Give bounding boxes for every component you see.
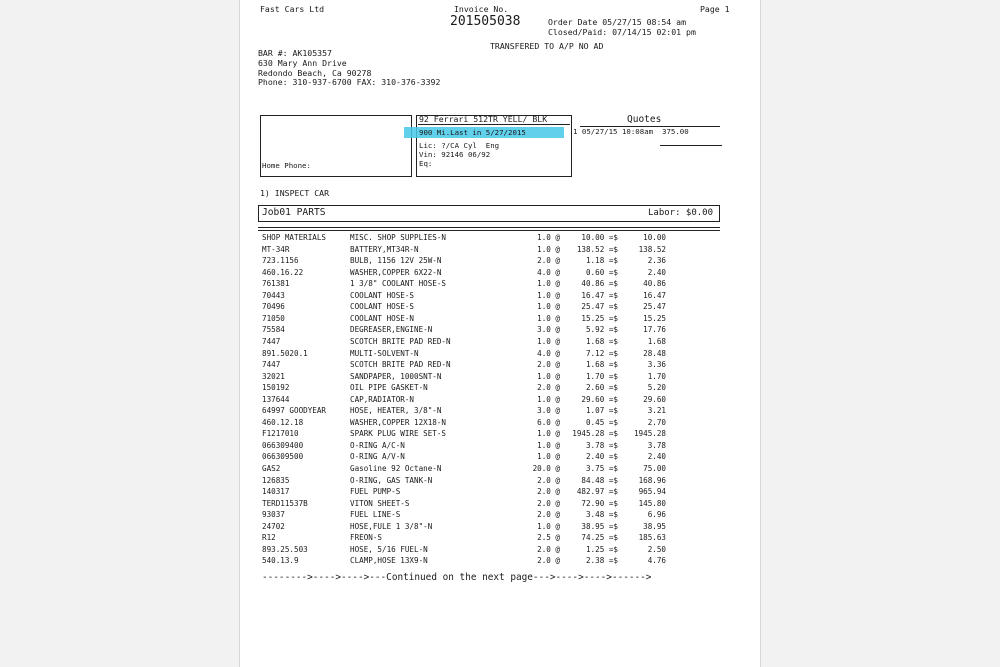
part-unit-price: 3.75 =$ [585,464,618,473]
part-quantity: 3.0 @ [537,325,560,335]
part-total: 1.68 [647,336,666,346]
part-description: SCOTCH BRITE PAD RED-N [350,336,451,346]
part-description: COOLANT HOSE-S [350,302,415,312]
part-code: 140317 [262,487,290,497]
part-unit-price: 3.48 =$ [585,510,618,520]
vehicle-license: Lic: ?/CA Cyl Eng [419,141,500,150]
table-row [240,555,760,566]
part-quantity: 3.0 @ [537,406,560,416]
part-code: 71050 [262,313,285,323]
part-quantity: 1.0 @ [537,313,560,323]
part-quantity: 2.0 @ [537,556,560,566]
part-total: 17.76 [643,325,666,335]
part-total: 168.96 [638,475,666,485]
part-total: 10.00 [643,233,666,242]
table-row [240,521,760,532]
part-quantity: 2.0 @ [537,256,560,266]
part-total: 15.25 [643,313,666,323]
part-quantity: 2.0 @ [537,383,560,393]
table-row [240,463,760,474]
invoice-label: Invoice No. [454,4,509,14]
part-total: 3.78 [647,440,666,450]
part-code: 460.16.22 [262,267,304,277]
part-description: O-RING A/C-N [350,440,405,450]
part-total: 1.70 [647,371,666,381]
part-code: 32021 [262,371,285,381]
part-description: OIL PIPE GASKET-N [350,383,428,393]
part-description: VITON SHEET-S [350,498,410,508]
part-total: 3.21 [647,406,666,416]
table-row [240,486,760,497]
part-quantity: 4.0 @ [537,267,560,277]
part-quantity: 20.0 @ [532,464,560,473]
part-unit-price: 1945.28 =$ [572,429,618,439]
table-row [240,417,760,428]
part-total: 40.86 [643,279,666,289]
part-unit-price: 16.47 =$ [581,290,618,300]
part-total: 29.60 [643,394,666,404]
table-row [240,532,760,543]
part-description: HOSE,FULE 1 3/8"-N [350,521,433,531]
table-row [240,498,760,509]
part-quantity: 2.0 @ [537,544,560,554]
part-description: SPARK PLUG WIRE SET-S [350,429,447,439]
part-unit-price: 15.25 =$ [581,313,618,323]
part-quantity: 1.0 @ [537,452,560,462]
part-unit-price: 1.70 =$ [585,371,618,381]
part-code: 893.25.503 [262,544,308,554]
part-unit-price: 7.12 =$ [585,348,618,358]
part-description: FUEL LINE-S [350,510,401,520]
part-unit-price: 1.18 =$ [585,256,618,266]
part-unit-price: 74.25 =$ [581,533,618,543]
part-code: 761381 [262,279,290,289]
invoice-number: 201505038 [450,14,521,29]
part-code: 24702 [262,521,285,531]
part-description: WASHER,COPPER 6X22-N [350,267,442,277]
part-code: MT-34R [262,244,290,254]
part-description: SCOTCH BRITE PAD RED-N [350,360,451,370]
invoice-page [240,0,760,667]
table-row [240,278,760,289]
part-description: O-RING A/V-N [350,452,405,462]
task-line: 1) INSPECT CAR [260,188,330,198]
part-code: 93037 [262,510,285,520]
part-total: 16.47 [643,290,666,300]
part-description: CLAMP,HOSE 13X9-N [350,556,428,566]
part-description: MISC. SHOP SUPPLIES-N [350,233,447,242]
part-total: 38.95 [643,521,666,531]
job-labor: Labor: $0.00 [648,208,714,218]
part-unit-price: 40.86 =$ [581,279,618,289]
table-row [240,313,760,324]
part-code: 75584 [262,325,285,335]
table-row [240,475,760,486]
vehicle-mileage: 900 Mi.Last in 5/27/2015 [419,128,526,137]
part-description: COOLANT HOSE-N [350,313,415,323]
vehicle-equipment: Eq: [419,159,433,168]
part-quantity: 1.0 @ [537,244,560,254]
table-row [240,451,760,462]
part-total: 3.36 [647,360,666,370]
part-unit-price: 2.40 =$ [585,452,618,462]
table-row [240,382,760,393]
table-row [240,544,760,555]
part-total: 5.20 [647,383,666,393]
part-code: 70443 [262,290,285,300]
parts-top-rule [258,227,720,228]
part-description: CAP,RADIATOR-N [350,394,415,404]
part-unit-price: 482.97 =$ [576,487,618,497]
part-unit-price: 1.68 =$ [585,336,618,346]
part-quantity: 4.0 @ [537,348,560,358]
continued-note: -------->---->---->---Continued on the next page--->---->---->------> [262,572,652,583]
shop-name: Fast Cars Ltd [260,4,325,14]
part-code: 7447 [262,336,281,346]
part-code: R12 [262,533,276,543]
quotes-bottom-line [660,145,722,146]
bar-number: BAR #: AK105357 [258,48,332,58]
part-description: DEGREASER,ENGINE-N [350,325,433,335]
part-quantity: 2.5 @ [537,533,560,543]
part-quantity: 1.0 @ [537,440,560,450]
part-quantity: 1.0 @ [537,429,560,439]
part-total: 965.94 [638,487,666,497]
page-number: Page 1 [700,4,730,14]
part-quantity: 1.0 @ [537,336,560,346]
table-row [240,290,760,301]
part-code: F1217010 [262,429,299,439]
part-description: HOSE, HEATER, 3/8"-N [350,406,442,416]
part-quantity: 1.0 @ [537,371,560,381]
shop-address-line1: 630 Mary Ann Drive [258,58,347,68]
part-unit-price: 29.60 =$ [581,394,618,404]
part-description: COOLANT HOSE-S [350,290,415,300]
part-description: BULB, 1156 12V 25W-N [350,256,442,266]
part-quantity: 2.0 @ [537,510,560,520]
part-code: 150192 [262,383,290,393]
table-row [240,348,760,359]
part-total: 4.76 [647,556,666,566]
part-code: 891.5020.1 [262,348,308,358]
part-unit-price: 1.68 =$ [585,360,618,370]
part-quantity: 2.0 @ [537,498,560,508]
part-code: 64997 GOODYEAR [262,406,327,416]
table-row [240,324,760,335]
part-total: 145.80 [638,498,666,508]
part-unit-price: 10.00 =$ [581,233,618,242]
part-unit-price: 3.78 =$ [585,440,618,450]
part-total: 25.47 [643,302,666,312]
part-total: 2.36 [647,256,666,266]
part-quantity: 1.0 @ [537,279,560,289]
shop-address-line2: Redondo Beach, Ca 90278 [258,68,372,78]
part-unit-price: 25.47 =$ [581,302,618,312]
part-description: HOSE, 5/16 FUEL-N [350,544,428,554]
home-phone-label: Home Phone: [262,161,311,170]
part-code: 137644 [262,394,290,404]
table-row [240,244,760,255]
part-description: Gasoline 92 Octane-N [350,464,442,473]
part-code: 70496 [262,302,285,312]
quotes-title: Quotes [627,114,662,125]
part-code: 066309400 [262,440,304,450]
part-total: 185.63 [638,533,666,543]
part-unit-price: 2.38 =$ [585,556,618,566]
parts-top-rule-2 [258,230,720,231]
part-description: BATTERY,MT34R-N [350,244,419,254]
part-code: 540.13.9 [262,556,299,566]
part-unit-price: 1.07 =$ [585,406,618,416]
part-unit-price: 0.45 =$ [585,417,618,427]
part-code: 723.1156 [262,256,299,266]
part-total: 2.40 [647,267,666,277]
part-total: 2.50 [647,544,666,554]
part-code: TERD11537B [262,498,308,508]
part-unit-price: 84.48 =$ [581,475,618,485]
part-description: FREON-S [350,533,383,543]
vehicle-vin: Vin: 92146 06/92 [419,150,491,159]
quote-line: 1 05/27/15 10:08am 375.00 [573,127,689,136]
transfer-note: TRANSFERED TO A/P NO AD [490,41,604,51]
part-unit-price: 5.92 =$ [585,325,618,335]
part-total: 6.96 [647,510,666,520]
part-unit-price: 0.60 =$ [585,267,618,277]
part-description: 1 3/8" COOLANT HOSE-S [350,279,447,289]
part-unit-price: 1.25 =$ [585,544,618,554]
part-total: 1945.28 [633,429,666,439]
part-unit-price: 2.60 =$ [585,383,618,393]
job-title: Job01 PARTS [262,207,326,218]
part-quantity: 1.0 @ [537,302,560,312]
part-quantity: 2.0 @ [537,475,560,485]
part-total: 28.48 [643,348,666,358]
part-description: WASHER,COPPER 12X18-N [350,417,447,427]
part-code: 7447 [262,360,281,370]
part-description: SANDPAPER, 1000SNT-N [350,371,442,381]
table-row [240,371,760,382]
part-code: 126835 [262,475,290,485]
order-date: Order Date 05/27/15 08:54 am [548,17,687,27]
part-code: 460.12.18 [262,417,304,427]
table-row [240,232,760,243]
table-row [240,359,760,370]
part-unit-price: 72.90 =$ [581,498,618,508]
part-code: SHOP MATERIALS [262,233,327,242]
part-quantity: 1.0 @ [537,521,560,531]
table-row [240,428,760,439]
part-code: 066309500 [262,452,304,462]
part-unit-price: 138.52 =$ [576,244,618,254]
part-total: 2.40 [647,452,666,462]
table-row [240,267,760,278]
part-quantity: 6.0 @ [537,417,560,427]
table-row [240,255,760,266]
vehicle-divider [418,124,570,125]
part-quantity: 1.0 @ [537,233,560,242]
part-total: 138.52 [638,244,666,254]
part-total: 2.70 [647,417,666,427]
vehicle-description: 92 Ferrari 512TR YELL/ BLK [419,114,548,124]
part-quantity: 2.0 @ [537,360,560,370]
part-quantity: 1.0 @ [537,290,560,300]
table-row [240,440,760,451]
part-description: FUEL PUMP-S [350,487,401,497]
table-row [240,509,760,520]
table-row [240,394,760,405]
shop-phone-fax: Phone: 310-937-6700 FAX: 310-376-3392 [258,77,441,87]
table-row [240,405,760,416]
part-description: MULTI-SOLVENT-N [350,348,419,358]
closed-paid-date: Closed/Paid: 07/14/15 02:01 pm [548,27,696,37]
part-unit-price: 38.95 =$ [581,521,618,531]
table-row [240,301,760,312]
part-total: 75.00 [643,464,666,473]
part-code: GAS2 [262,464,281,473]
part-quantity: 2.0 @ [537,487,560,497]
part-quantity: 1.0 @ [537,394,560,404]
part-description: O-RING, GAS TANK-N [350,475,433,485]
table-row [240,336,760,347]
